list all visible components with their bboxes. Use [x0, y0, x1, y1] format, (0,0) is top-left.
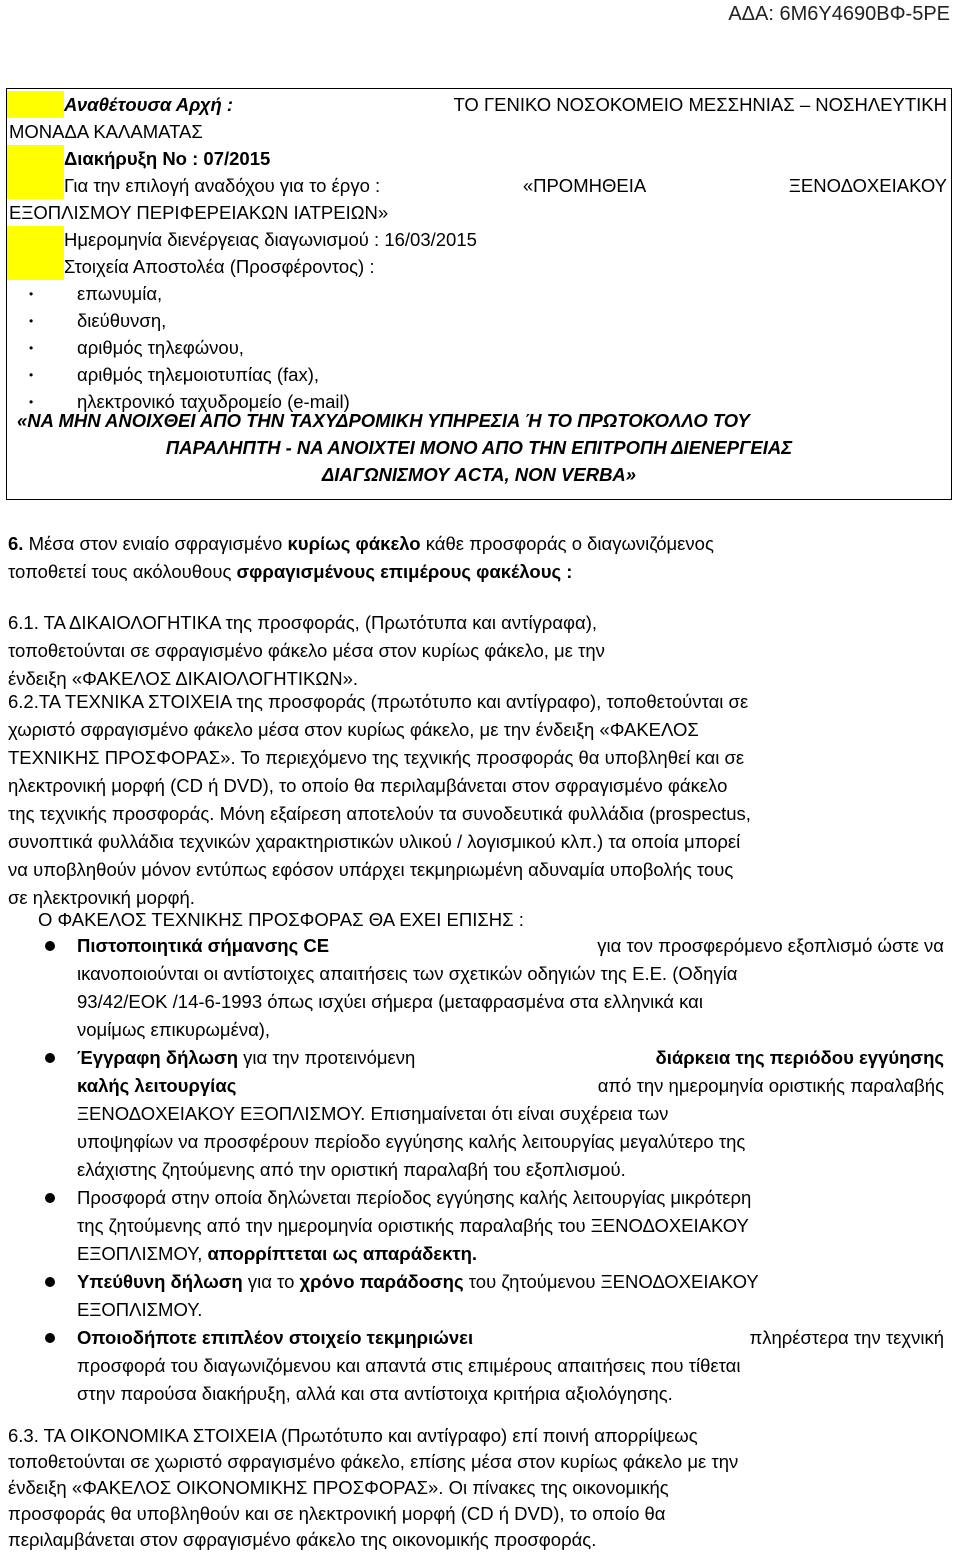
list-item: Έγγραφη δήλωση για την προτεινόμενη διάρκεια της περιόδου εγγύησης — [77, 1047, 944, 1068]
sender-item: • αριθμός τηλεμοιοτυπίας (fax), — [29, 364, 319, 385]
paragraph-line: σε ηλεκτρονική μορφή. — [8, 887, 195, 908]
bullet-dot — [45, 1277, 55, 1287]
paragraph-line: συνοπτικά φυλλάδια τεχνικών χαρακτηριστικών υλικού / λογισμικού κλπ.) τα οποία μπορεί — [8, 831, 741, 852]
authority-label: Αναθέτουσα Αρχή : — [64, 94, 234, 115]
warning-line-3: ΔΙΑΓΩΝΙΣΜΟΥ ACTA, NON VERBA» — [321, 464, 637, 485]
list-item: Πιστοποιητικά σήμανσης CE για τον προσφερόμενο εξοπλισμό ώστε να — [77, 935, 944, 956]
paragraph-line: τοποθετούνται σε σφραγισμένο φάκελο μέσα στον κυρίως φάκελο, με την — [8, 640, 605, 661]
list-item-cont: ΕΞΟΠΛΙΣΜΟΥ. — [77, 1299, 203, 1320]
warning-line-1: «ΝΑ ΜΗΝ ΑΝΟΙΧΘΕΙ ΑΠΟ ΤΗΝ ΤΑΧΥΔΡΟΜΙΚΗ ΥΠΗΡΕΣΙΑ Ή ΤΟ ΠΡΩΤΟΚΟΛΛΟ ΤΟΥ — [17, 410, 750, 431]
paragraph-line: 6.2.ΤΑ ΤΕΧΝΙΚΑ ΣΤΟΙΧΕΙΑ της προσφοράς (πρωτότυπο και αντίγραφο), τοποθετούνται σε — [8, 691, 749, 712]
list-item: Οποιοδήποτε επιπλέον στοιχείο τεκμηριώνει πληρέστερα την τεχνική — [77, 1327, 944, 1348]
tender-date: Ημερομηνία διενέργειας διαγωνισμού : 16/03/2015 — [64, 229, 477, 250]
paragraph-line: ένδειξη «ΦΑΚΕΛΟΣ ΔΙΚΑΙΟΛΟΓΗΤΙΚΩΝ». — [8, 668, 358, 689]
sender-item: • επωνυμία, — [29, 283, 163, 304]
list-item: Προσφορά στην οποία δηλώνεται περίοδος εγγύησης καλής λειτουργίας μικρότερη — [77, 1187, 752, 1208]
paragraph-line: ΤΕΧΝΙΚΗΣ ΠΡΟΣΦΟΡΑΣ». Το περιεχόμενο της τεχνικής προσφοράς θα υποβληθεί και σε — [8, 747, 745, 768]
paragraph-line: χωριστό σφραγισμένο φάκελο μέσα στον κυρίως φάκελο, με την ένδειξη «ΦΑΚΕΛΟΣ — [8, 719, 699, 740]
paragraph-line: ηλεκτρονική μορφή (CD ή DVD), το οποίο θα περιλαμβάνεται στον σφραγισμένο φάκελο — [8, 775, 728, 796]
list-item: Υπεύθυνη δήλωση για το χρόνο παράδοσης του ζητούμενου ΞΕΝΟΔΟΧΕΙΑΚΟΥ — [77, 1271, 759, 1292]
bullet-dot — [45, 1333, 55, 1343]
subheading: Ο ΦΑΚΕΛΟΣ ΤΕΧΝΙΚΗΣ ΠΡΟΣΦΟΡΑΣ ΘΑ ΕΧΕΙ ΕΠΙΣΗΣ : — [38, 909, 524, 930]
sender-item: • αριθμός τηλεφώνου, — [29, 337, 244, 358]
list-item-cont: προσφορά του διαγωνιζόμενου και απαντά στις επιμέρους απαιτήσεις που τίθεται — [77, 1355, 741, 1376]
project-title-cont: ΕΞΟΠΛΙΣΜΟΥ ΠΕΡΙΦΕΡΕΙΑΚΩΝ ΙΑΤΡΕΙΩΝ» — [9, 202, 389, 223]
list-item-cont: ικανοποιούνται οι αντίστοιχες απαιτήσεις των σχετικών οδηγιών της Ε.Ε. (Οδηγία — [77, 963, 738, 984]
list-item-cont: υποψηφίων να προσφέρουν περίοδο εγγύησης καλής λειτουργίας μεγαλύτερο της — [77, 1131, 746, 1152]
sender-item: • διεύθυνση, — [29, 310, 167, 331]
list-item-cont: ΞΕΝΟΔΟΧΕΙΑΚΟΥ ΕΞΟΠΛΙΣΜΟΥ. Επισημαίνεται ότι είναι συχέρεια των — [77, 1103, 669, 1124]
bullet-dot — [45, 1193, 55, 1203]
project-line: Για την επιλογή αναδόχου για το έργο : «ΠΡΟΜΗΘΕΙΑ ΞΕΝΟΔΟΧΕΙΑΚΟΥ — [64, 175, 947, 196]
paragraph-line: τοποθετούνται σε χωριστό σφραγισμένο φάκελο, επίσης μέσα στον κυρίως φάκελο με την — [8, 1451, 739, 1472]
authority-value: ΤΟ ΓΕΝΙΚΟ ΝΟΣΟΚΟΜΕΙΟ ΜΕΣΣΗΝΙΑΣ – ΝΟΣΗΛΕΥΤΙΚΗ — [453, 94, 947, 115]
list-item-cont: ελάχιστης ζητούμενης από την οριστική παραλαβή του εξοπλισμού. — [77, 1159, 626, 1180]
paragraph-line: ένδειξη «ΦΑΚΕΛΟΣ ΟΙΚΟΝΟΜΙΚΗΣ ΠΡΟΣΦΟΡΑΣ». Οι πίνακες της οικονομικής — [8, 1477, 669, 1498]
paragraph-line: 6.3. ΤΑ ΟΙΚΟΝΟΜΙΚΑ ΣΤΟΙΧΕΙΑ (Πρωτότυπο και αντίγραφο) επί ποινή απορρίψεως — [8, 1425, 698, 1446]
bullet-dot — [45, 941, 55, 951]
paragraph-line: περιλαμβάνεται στον σφραγισμένο φάκελο της οικονομικής προσφοράς. — [8, 1529, 597, 1550]
paragraph-line: της τεχνικής προσφοράς. Μόνη εξαίρεση αποτελούν τα συνοδευτικά φυλλάδια (prospectus, — [8, 803, 751, 824]
bullet-dot — [45, 1053, 55, 1063]
paragraph-line: προσφοράς θα υποβληθούν και σε ηλεκτρονική μορφή (CD ή DVD), το οποίο θα — [8, 1503, 666, 1524]
ada-code: ΑΔΑ: 6Μ6Υ4690ΒΦ-5ΡΕ — [728, 3, 950, 25]
paragraph-line: να υποβληθούν μόνον εντύπως εφόσον υπάρχει τεκμηριωμένη αδυναμία υποβολής τους — [8, 859, 734, 880]
authority-value-cont: ΜΟΝΑΔΑ ΚΑΛΑΜΑΤΑΣ — [9, 121, 203, 142]
list-item-cont: στην παρούσα διακήρυξη, αλλά και στα αντίστοιχα κριτήρια αξιολόγησης. — [77, 1383, 673, 1404]
paragraph-line: 6.1. ΤΑ ΔΙΚΑΙΟΛΟΓΗΤΙΚΑ της προσφοράς, (Πρωτότυπα και αντίγραφα), — [8, 612, 598, 633]
authority-line — [7, 91, 951, 118]
sender-heading: Στοιχεία Αποστολέα (Προσφέροντος) : — [64, 256, 375, 277]
list-item-cont: 93/42/ΕΟΚ /14-6-1993 όπως ισχύει σήμερα (μεταφρασμένα στα ελληνικά και — [77, 991, 703, 1012]
tender-number: Διακήρυξη Νο : 07/2015 — [64, 148, 271, 169]
section-6-line: 6. Μέσα στον ενιαίο σφραγισμένο κυρίως φάκελο κάθε προσφοράς ο διαγωνιζόμενος — [8, 533, 714, 554]
list-item-cont: νομίμως επικυρωμένα), — [77, 1019, 271, 1040]
list-item-cont: καλής λειτουργίας από την ημερομηνία οριστικής παραλαβής — [77, 1075, 944, 1096]
envelope-label-box — [6, 88, 952, 500]
list-item-cont: της ζητούμενης από την ημερομηνία οριστικής παραλαβής του ΞΕΝΟΔΟΧΕΙΑΚΟΥ — [77, 1215, 749, 1236]
list-item-cont: ΕΞΟΠΛΙΣΜΟΥ, απορρίπτεται ως απαράδεκτη. — [77, 1243, 478, 1264]
section-6-line: τοποθετεί τους ακόλουθους σφραγισμένους επιμέρους φακέλους : — [8, 561, 573, 582]
warning-line-2: ΠΑΡΑΛΗΠΤΗ - ΝΑ ΑΝΟΙΧΤΕΙ ΜΟΝΟ ΑΠΟ ΤΗΝ ΕΠΙΤΡΟΠΗ ΔΙΕΝΕΡΓΕΙΑΣ — [165, 437, 793, 458]
sender-item: • ηλεκτρονικό ταχυδρομείο (e-mail) — [29, 391, 350, 412]
